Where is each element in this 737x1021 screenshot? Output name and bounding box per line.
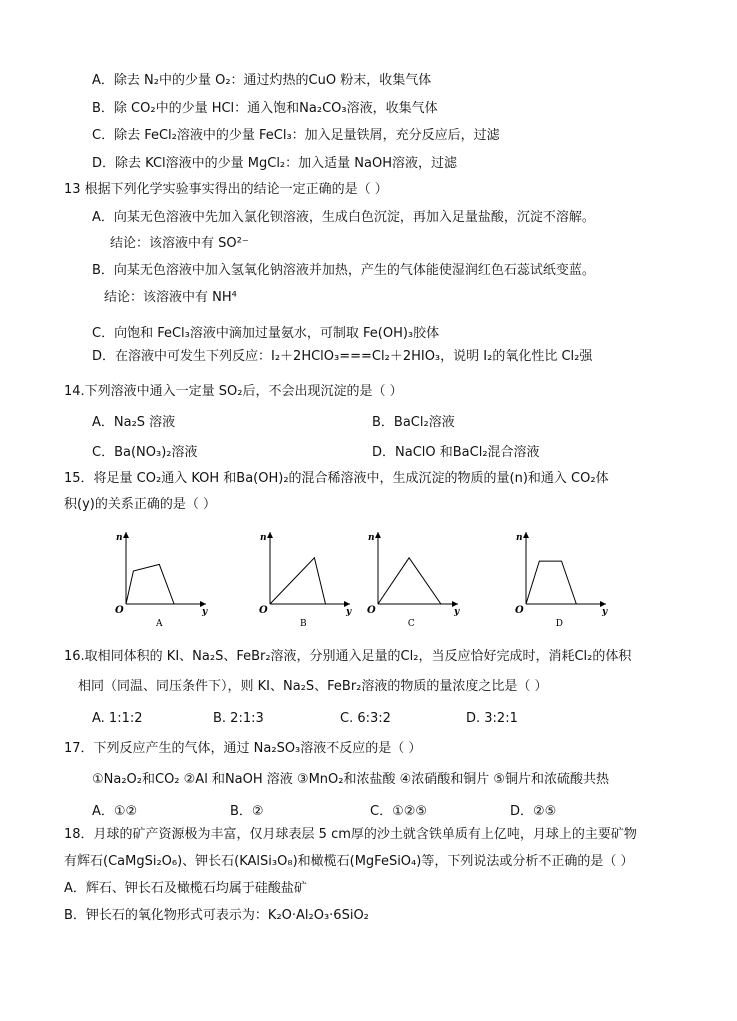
- q14-option-a: A．Na₂S 溶液: [92, 415, 176, 430]
- q13-option-b: B．向某无色溶液中加入氢氧化钠溶液并加热，产生的气体能使湿润红色石蕊试纸变蓝。: [92, 263, 595, 278]
- graph-label: C: [407, 619, 415, 628]
- y-axis-arrow: [267, 532, 273, 538]
- q17-option-d: D．②⑤: [510, 804, 557, 819]
- series-line: [270, 558, 326, 604]
- graph-a: [112, 528, 212, 628]
- x-axis-label: y: [346, 607, 352, 617]
- q12-option-c: C．除去 FeCl₂溶液中的少量 FeCl₃：加入足量铁屑，充分反应后，过滤: [92, 128, 500, 143]
- q17-option-c: C．①②⑤: [370, 804, 428, 819]
- q13-option-c: C．向饱和 FeCl₃溶液中滴加过量氨水，可制取 Fe(OH)₃胶体: [92, 326, 440, 341]
- q17-option-a: A．①②: [92, 804, 138, 819]
- q18-stem-line2: 有辉石(CaMgSi₂O₆)、钾长石(KAlSi₃O₈)和橄榄石(MgFeSiO₄)等，下列说法或分析不正确的是（ ）: [64, 854, 634, 869]
- x-axis-label: y: [202, 607, 208, 617]
- q13-option-b-conclusion: 结论：该溶液中有 NH⁴: [104, 290, 237, 305]
- q14-stem: 14.下列溶液中通入一定量 SO₂后，不会出现沉淀的是（ ）: [64, 384, 403, 399]
- y-axis-arrow: [375, 532, 381, 538]
- graph-b: [256, 528, 356, 628]
- q17-option-b: B．②: [230, 804, 264, 819]
- origin-label: O: [515, 605, 524, 616]
- q14-option-b: B．BaCl₂溶液: [372, 415, 455, 430]
- q17-stem: 17．下列反应产生的气体，通过 Na₂SO₃溶液不反应的是（ ）: [64, 741, 422, 756]
- q12-option-d: D．除去 KCl溶液中的少量 MgCl₂：加入适量 NaOH溶液，过滤: [92, 156, 457, 171]
- graph-d: [512, 528, 612, 628]
- q17-items: ①Na₂O₂和CO₂ ②Al 和NaOH 溶液 ③MnO₂和浓盐酸 ④浓硝酸和铜片 ⑤铜片和浓硫酸共热: [92, 772, 610, 787]
- y-axis-label: n: [116, 533, 123, 543]
- series-line: [526, 561, 576, 604]
- graph-label: D: [555, 619, 563, 628]
- graph-label: B: [299, 619, 307, 628]
- q16-stem-line1: 16.取相同体积的 KI、Na₂S、FeBr₂溶液，分别通入足量的Cl₂，当反应恰好完成时，消耗Cl₂的体积: [64, 649, 632, 664]
- y-axis-label: n: [260, 533, 267, 543]
- origin-label: O: [367, 605, 376, 616]
- series-line: [378, 558, 441, 604]
- y-axis-arrow: [523, 532, 529, 538]
- q16-stem-line2: 相同（同温、同压条件下），则 KI、Na₂S、FeBr₂溶液的物质的量浓度之比是（ ）: [78, 679, 548, 694]
- graph-c: [364, 528, 464, 628]
- q15-stem-line1: 15．将足量 CO₂通入 KOH 和Ba(OH)₂的混合稀溶液中，生成沉淀的物质的量(n)和通入 CO₂体: [64, 471, 609, 486]
- x-axis-label: y: [602, 607, 608, 617]
- q13-option-a: A．向某无色溶液中先加入氯化钡溶液，生成白色沉淀，再加入足量盐酸，沉淀不溶解。: [92, 210, 595, 225]
- q16-option-c: C. 6:3:2: [340, 711, 391, 726]
- y-axis-label: n: [368, 533, 375, 543]
- x-axis-label: y: [454, 607, 460, 617]
- q18-option-b: B．钾长石的氧化物形式可表示为：K₂O·Al₂O₃·6SiO₂: [64, 908, 369, 923]
- origin-label: O: [259, 605, 268, 616]
- q14-option-c: C．Ba(NO₃)₂溶液: [92, 445, 198, 460]
- q14-option-d: D．NaClO 和BaCl₂混合溶液: [372, 445, 540, 460]
- y-axis-label: n: [516, 533, 523, 543]
- series-line: [126, 564, 174, 604]
- q18-option-a: A．辉石、钾长石及橄榄石均属于硅酸盐矿: [64, 881, 307, 896]
- origin-label: O: [115, 605, 124, 616]
- y-axis-arrow: [123, 532, 129, 538]
- q12-option-b: B．除 CO₂中的少量 HCl：通入饱和Na₂CO₃溶液，收集气体: [92, 101, 438, 116]
- graph-label: A: [156, 619, 163, 628]
- q13-option-d: D．在溶液中可发生下列反应：I₂＋2HClO₃===Cl₂＋2HIO₃，说明 I₂的氧化性比 Cl₂强: [92, 349, 593, 364]
- q13-option-a-conclusion: 结论：该溶液中有 SO²⁻: [110, 236, 249, 251]
- q12-option-a: A．除去 N₂中的少量 O₂：通过灼热的CuO 粉末，收集气体: [92, 73, 432, 88]
- q16-option-b: B. 2:1:3: [213, 711, 264, 726]
- q18-stem-line1: 18．月球的矿产资源极为丰富，仅月球表层 5 cm厚的沙土就含铁单质有上亿吨，月球上的主要矿物: [64, 827, 637, 842]
- q13-stem: 13 根据下列化学实验事实得出的结论一定正确的是（ ）: [64, 182, 388, 197]
- q16-option-a: A. 1:1:2: [92, 711, 143, 726]
- q16-option-d: D. 3:2:1: [466, 711, 518, 726]
- q15-stem-line2: 积(y)的关系正确的是（ ）: [64, 497, 216, 512]
